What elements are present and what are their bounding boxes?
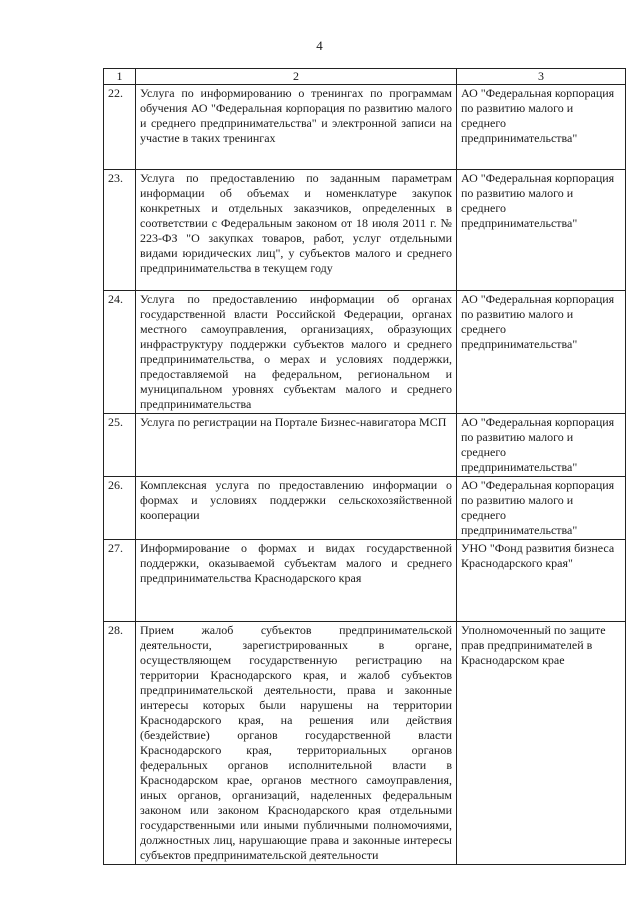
table-row (104, 477, 626, 540)
row-number: 27. (104, 540, 136, 622)
table-row (104, 540, 626, 622)
table-row (104, 414, 626, 477)
service-description: Комплексная услуга по предоставлению информации о формах и условиях поддержки сельскохозяйственной кооперации (136, 477, 457, 540)
table-row (104, 622, 626, 865)
row-number: 22. (104, 85, 136, 170)
service-description: Прием жалоб субъектов предпринимательской деятельности, зарегистрированных в органе, осуществляющем государственную регистрацию на территории Краснодарского края, и жалоб субъектов предпринимательской деятельности, права и законные интересы которых были нарушены на территории Краснодарского края, на решения или действия (бездействие) органов государственной власти Краснодарского края, территориальных органов федеральных органов исполнительной власти в Краснодарском крае, органов местного самоуправления, иных органов, организаций, наделенных федеральным законом или законом Краснодарского края отдельными государственными или иными публичными полномочиями, должностных лиц, нарушающие права и законные интересы субъектов предпринимательской деятельности (136, 622, 457, 865)
service-description: Информирование о формах и видах государственной поддержки, оказываемой субъектам малого и среднего предпринимательства Краснодарского края (136, 540, 457, 622)
service-provider: АО "Федеральная корпорация по развитию малого и среднего предпринимательства" (457, 414, 626, 477)
table-row (104, 85, 626, 170)
services-table (103, 68, 626, 865)
page-number: 4 (316, 38, 323, 53)
service-provider: АО "Федеральная корпорация по развитию малого и среднего предпринимательства" (457, 291, 626, 414)
table-row (104, 291, 626, 414)
header-col-1: 1 (104, 69, 136, 85)
row-number: 24. (104, 291, 136, 414)
service-provider: АО "Федеральная корпорация по развитию малого и среднего предпринимательства" (457, 477, 626, 540)
service-provider: УНО "Фонд развития бизнеса Краснодарского края" (457, 540, 626, 622)
row-number: 28. (104, 622, 136, 865)
service-provider: Уполномоченный по защите прав предпринимателей в Краснодарском крае (457, 622, 626, 865)
service-description: Услуга по предоставлению информации об органах государственной власти Российской Федерации, органах местного самоуправления, организациях, образующих инфраструктуру поддержки субъектов малого и среднего предпринимательства, о мерах и условиях поддержки, предоставляемой на федеральном, региональном и муниципальном уровнях субъектам малого и среднего предпринимательства (136, 291, 457, 414)
row-number: 23. (104, 170, 136, 291)
row-number: 25. (104, 414, 136, 477)
row-number: 26. (104, 477, 136, 540)
service-description: Услуга по предоставлению по заданным параметрам информации об объемах и номенклатуре закупок конкретных и отдельных заказчиков, определенных в соответствии с Федеральным законом от 18 июля 2011 г. № 223-ФЗ "О закупках товаров, работ, услуг отдельными видами юридических лиц", у субъектов малого и среднего предпринимательства в текущем году (136, 170, 457, 291)
header-col-3: 3 (457, 69, 626, 85)
service-description: Услуга по регистрации на Портале Бизнес-навигатора МСП (136, 414, 457, 477)
table-row (104, 170, 626, 291)
service-description: Услуга по информированию о тренингах по программам обучения АО "Федеральная корпорация по развитию малого и среднего предпринимательства" и электронной записи на участие в таких тренингах (136, 85, 457, 170)
header-row (104, 69, 626, 85)
service-provider: АО "Федеральная корпорация по развитию малого и среднего предпринимательства" (457, 170, 626, 291)
service-provider: АО "Федеральная корпорация по развитию малого и среднего предпринимательства" (457, 85, 626, 170)
header-col-2: 2 (136, 69, 457, 85)
